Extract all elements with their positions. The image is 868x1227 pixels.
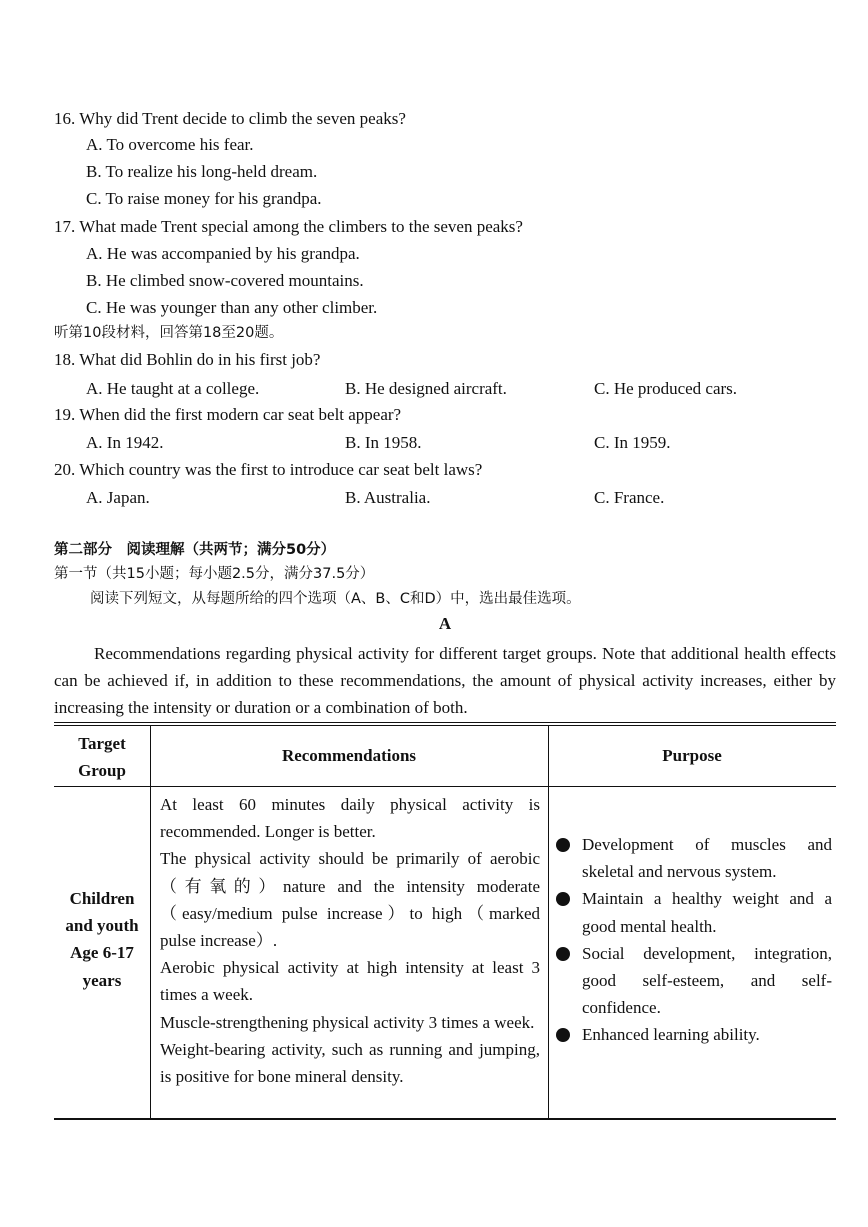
purpose-text: Social development, integration, good self-esteem, and self-confidence. — [582, 943, 832, 1018]
question-18-option-a: A. He taught at a college. — [86, 379, 260, 398]
listening-instruction-10: 听第10段材料，回答第18至20题。 — [54, 325, 284, 341]
question-20-option-c: C. France. — [594, 488, 665, 507]
purpose-item — [556, 831, 832, 885]
header-purpose: Purpose — [662, 746, 722, 765]
question-16-option-a: A. To overcome his fear. — [86, 135, 254, 154]
purpose-text: Maintain a healthy weight and a good mental health. — [582, 889, 832, 936]
reading-part-title: 第二部分 阅读理解（共两节；满分50分） — [54, 542, 336, 558]
question-18: 18. What did Bohlin do in his first job? — [54, 350, 321, 369]
purpose-cell — [556, 831, 832, 1049]
header-target-group: Target Group — [78, 734, 126, 780]
question-20-option-b: B. Australia. — [345, 488, 431, 507]
table-divider-1 — [150, 726, 151, 1118]
question-19-option-b: B. In 1958. — [345, 433, 422, 452]
bullet-icon — [556, 838, 570, 852]
table-header-rule — [54, 786, 836, 787]
table-top-rule — [54, 722, 836, 723]
purpose-item — [556, 940, 832, 1022]
passage-intro — [54, 640, 836, 722]
recommendation-item: The physical activity should be primarily of aerobic（有氧的）nature and the intensity moderate（easy/medium pulse increase）to high（marked pulse increase）. — [160, 849, 540, 951]
purpose-text: Enhanced learning ability. — [582, 1025, 760, 1045]
question-19-option-c: C. In 1959. — [594, 433, 671, 452]
purpose-text: Development of muscles and skeletal and nervous system. — [582, 835, 832, 882]
bullet-icon — [556, 947, 570, 961]
question-18-option-b: B. He designed aircraft. — [345, 379, 507, 398]
bullet-icon — [556, 892, 570, 906]
question-16-option-b: B. To realize his long-held dream. — [86, 162, 318, 181]
question-18-option-c: C. He produced cars. — [594, 379, 738, 398]
question-17-option-c: C. He was younger than any other climber. — [86, 298, 378, 317]
question-17-option-b: B. He climbed snow-covered mountains. — [86, 271, 364, 290]
question-16-option-c: C. To raise money for his grandpa. — [86, 189, 322, 208]
recommendations-cell — [160, 791, 540, 1090]
header-recommendations: Recommendations — [281, 746, 417, 765]
purpose-item — [556, 1021, 832, 1048]
table-divider-2 — [548, 726, 549, 1118]
passage-label: A — [438, 614, 452, 633]
question-16: 16. Why did Trent decide to climb the seven peaks? — [54, 109, 406, 128]
recommendation-item: Weight-bearing activity, such as running and jumping, is positive for bone mineral density. — [160, 1039, 540, 1087]
reading-section-title: 第一节（共15小题；每小题2.5分，满分37.5分） — [54, 566, 375, 582]
question-20: 20. Which country was the first to introduce car seat belt laws? — [54, 460, 483, 479]
question-17-option-a: A. He was accompanied by his grandpa. — [86, 244, 360, 263]
question-20-option-a: A. Japan. — [86, 488, 150, 507]
passage-intro-text: Recommendations regarding physical activity for different target groups. Note that additional health effects can be achieved if, in addition to these recommendations, the amount of physical activity increases, either by increasing the intensity or duration or a combination of both. — [54, 644, 836, 718]
question-17: 17. What made Trent special among the climbers to the seven peaks? — [54, 217, 523, 236]
question-19-option-a: A. In 1942. — [86, 433, 164, 452]
table-top-rule-2 — [54, 725, 836, 726]
recommendation-item: Muscle-strengthening physical activity 3 times a week. — [160, 1012, 535, 1032]
target-group-cell: Children and youth Age 6-17 years — [65, 889, 139, 990]
reading-instruction: 阅读下列短文，从每题所给的四个选项（A、B、C和D）中，选出最佳选项。 — [90, 591, 581, 607]
bullet-icon — [556, 1028, 570, 1042]
recommendation-item: Aerobic physical activity at high intensity at least 3 times a week. — [160, 958, 540, 1005]
purpose-item — [556, 885, 832, 939]
question-19: 19. When did the first modern car seat belt appear? — [54, 405, 402, 424]
table-bottom-rule — [54, 1118, 836, 1120]
recommendation-item: At least 60 minutes daily physical activity is recommended. Longer is better. — [160, 795, 540, 842]
